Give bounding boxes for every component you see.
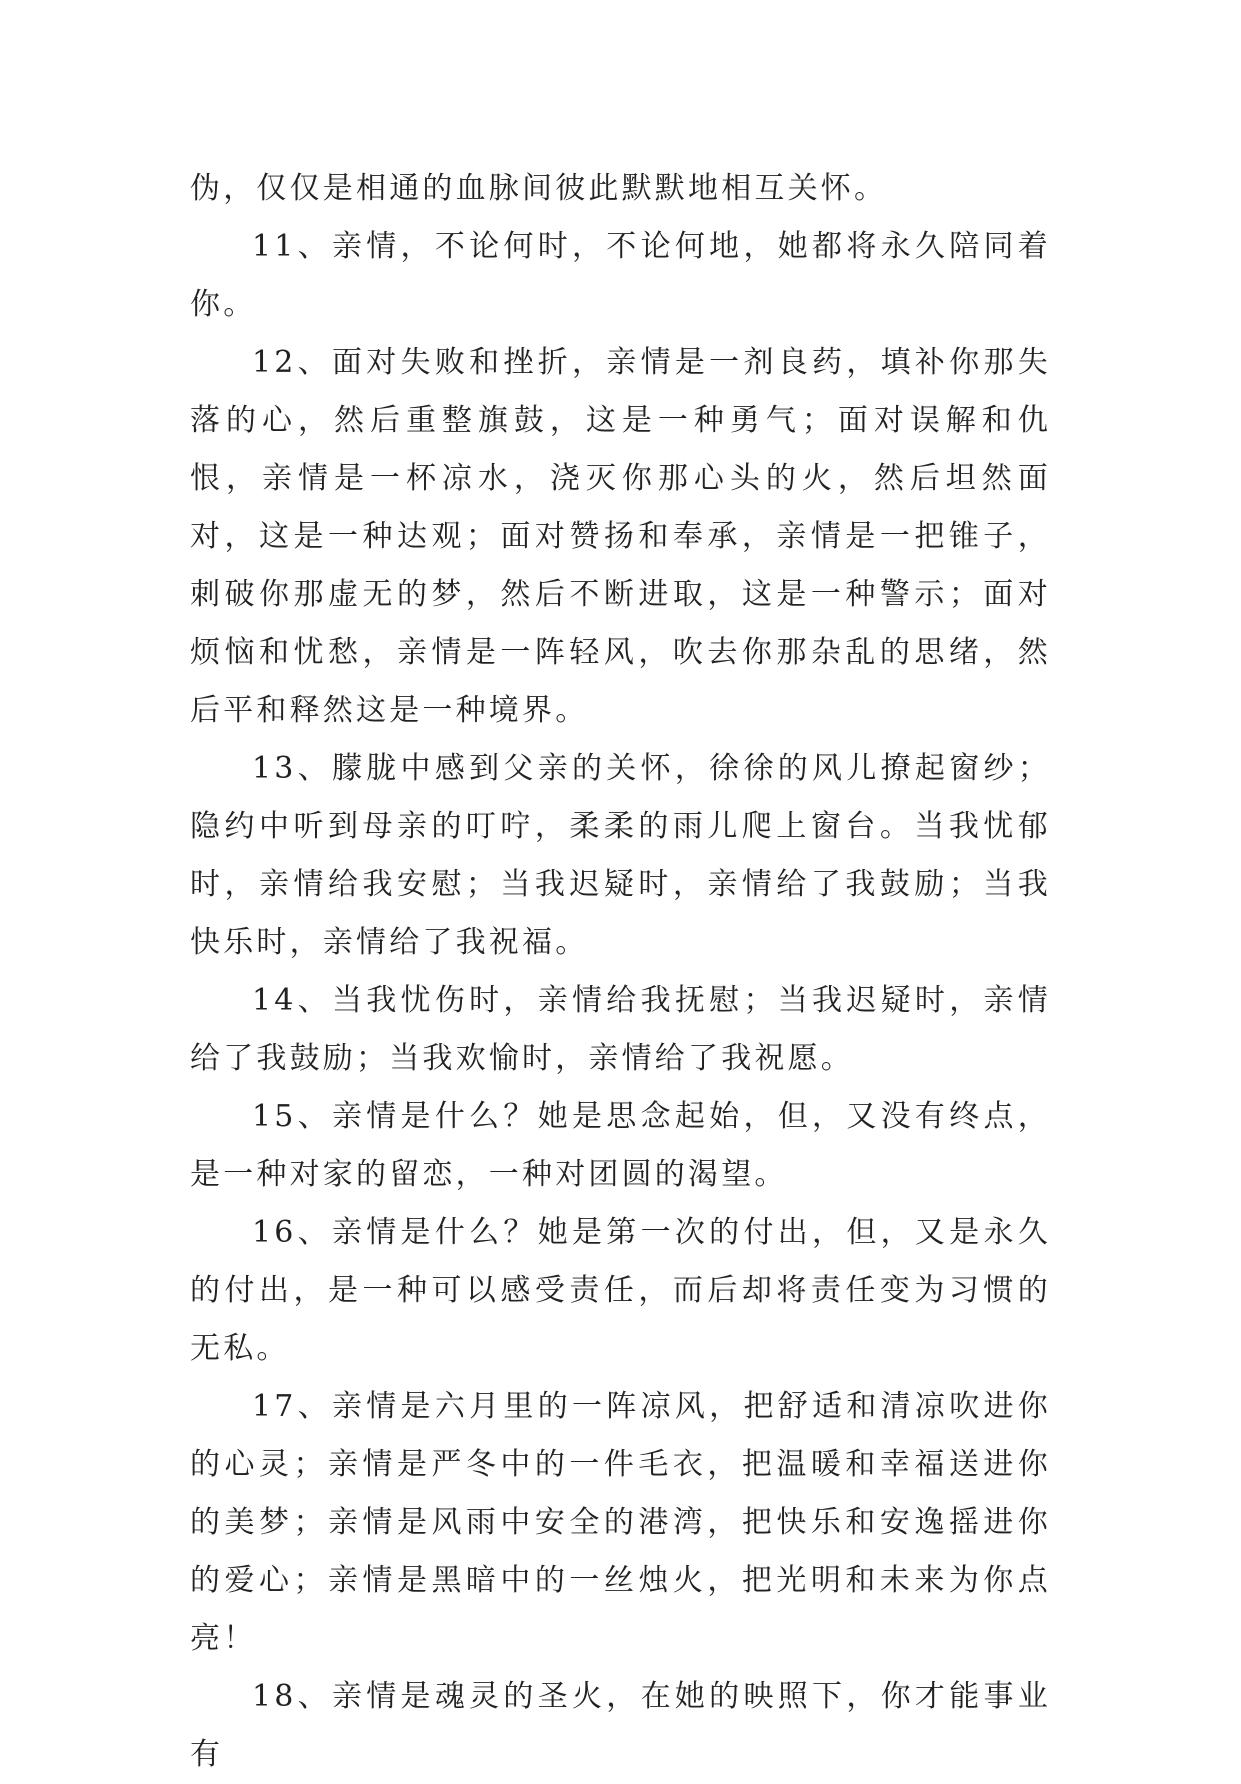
paragraph-14: 14、当我忧伤时，亲情给我抚慰；当我迟疑时，亲情给了我鼓励；当我欢愉时，亲情给了我祝愿。 [190,983,1051,1076]
paragraph-17: 17、亲情是六月里的一阵凉风，把舒适和清凉吹进你的心灵；亲情是严冬中的一件毛衣，把温暖和幸福送进你的美梦；亲情是风雨中安全的港湾，把快乐和安逸摇进你的爱心；亲情是黑暗中的一丝烛火，把光明和未来为你点亮！ [190,1389,1051,1656]
paragraph-15: 15、亲情是什么？她是思念起始，但，又没有终点，是一种对家的留恋，一种对团圆的渴望。 [190,1099,1051,1192]
paragraph-11: 11、亲情，不论何时，不论何地，她都将永久陪同着你。 [190,229,1051,322]
paragraph-18: 18、亲情是魂灵的圣火，在她的映照下，你才能事业有 [190,1679,1051,1772]
document-body [190,160,1051,1784]
paragraph-12: 12、面对失败和挫折，亲情是一剂良药，填补你那失落的心，然后重整旗鼓，这是一种勇气；面对误解和仇恨，亲情是一杯凉水，浇灭你那心头的火，然后坦然面对，这是一种达观；面对赞扬和奉承，亲情是一把锥子，刺破你那虚无的梦，然后不断进取，这是一种警示；面对烦恼和忧愁，亲情是一阵轻风，吹去你那杂乱的思绪，然后平和释然这是一种境界。 [190,345,1051,728]
paragraph-continuation: 伪，仅仅是相通的血脉间彼此默默地相互关怀。 [190,171,888,206]
paragraph-16: 16、亲情是什么？她是第一次的付出，但，又是永久的付出，是一种可以感受责任，而后却将责任变为习惯的无私。 [190,1215,1051,1366]
paragraph-13: 13、朦胧中感到父亲的关怀，徐徐的风儿撩起窗纱；隐约中听到母亲的叮咛，柔柔的雨儿爬上窗台。当我忧郁时，亲情给我安慰；当我迟疑时，亲情给了我鼓励；当我快乐时，亲情给了我祝福。 [190,751,1051,960]
